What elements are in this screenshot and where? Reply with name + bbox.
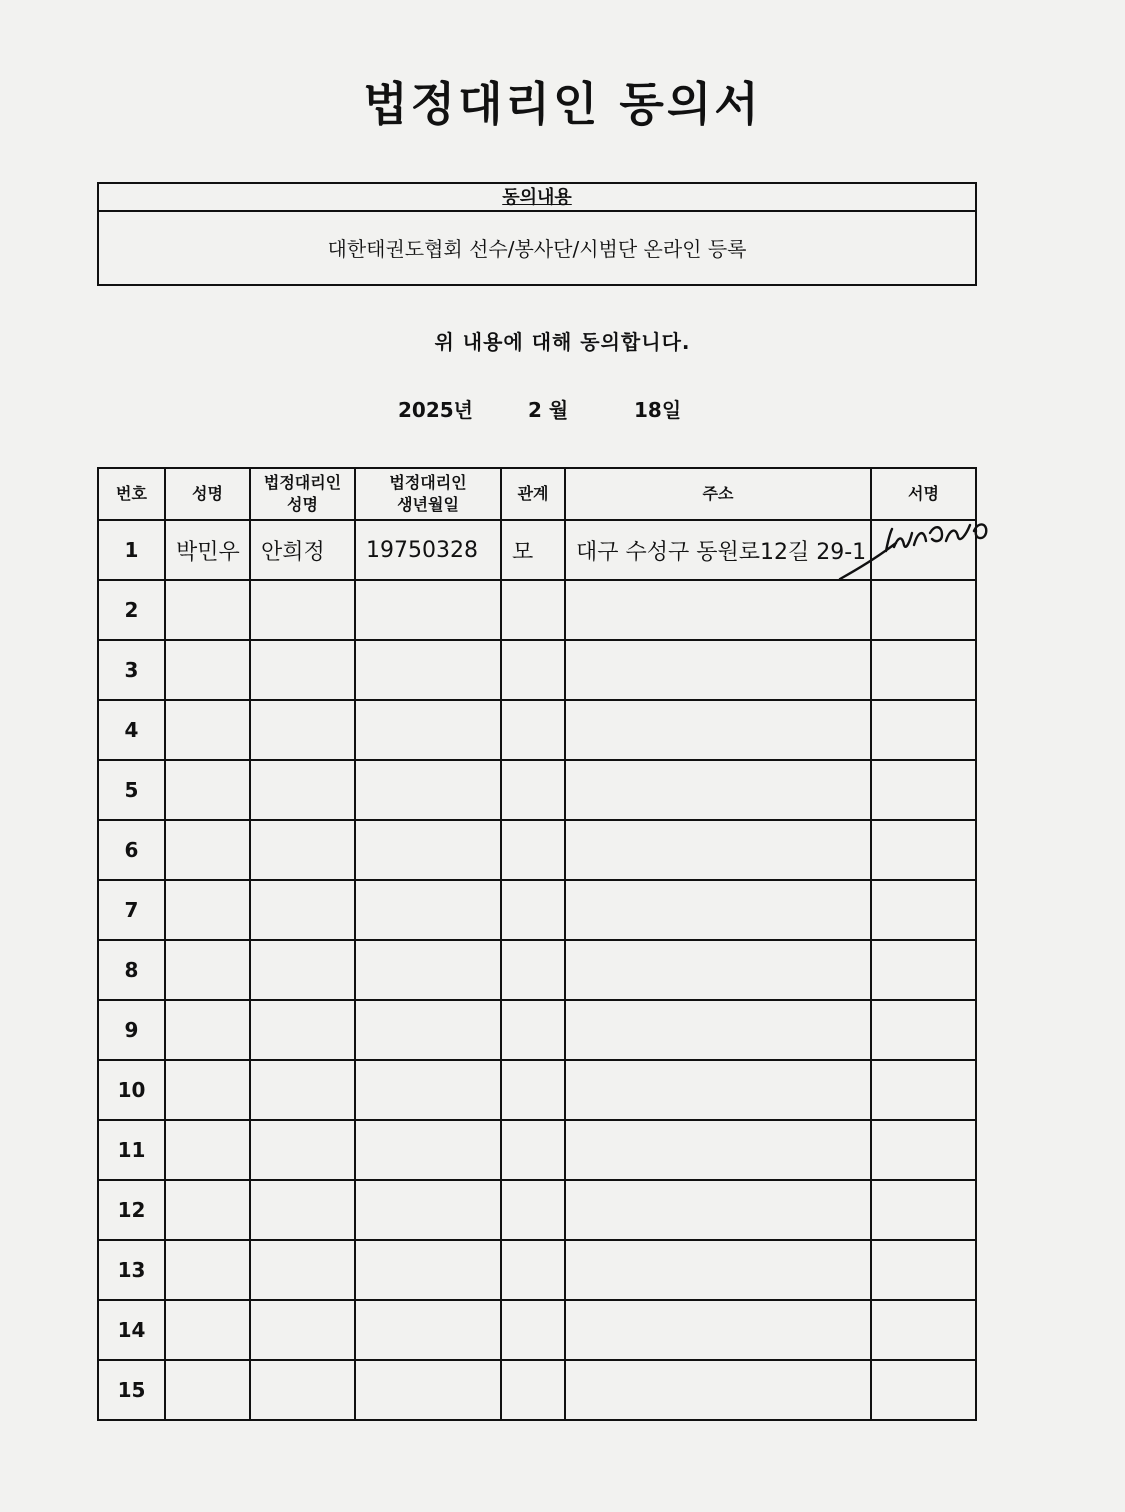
form-title: 법정대리인 동의서 xyxy=(363,77,762,131)
header-name: 성명 xyxy=(165,468,250,520)
relation xyxy=(501,1000,565,1060)
header-relation: 관계 xyxy=(501,468,565,520)
relation xyxy=(501,1360,565,1420)
address xyxy=(565,1000,871,1060)
guardian-name: 안희정 xyxy=(250,520,355,580)
address xyxy=(565,1060,871,1120)
table-row xyxy=(98,880,976,940)
relation xyxy=(501,940,565,1000)
guardian-birthdate xyxy=(355,1300,501,1360)
guardian-birthdate: 19750328 xyxy=(355,520,501,580)
guardian-birthdate xyxy=(355,700,501,760)
address xyxy=(565,820,871,880)
row-number: 12 xyxy=(98,1180,165,1240)
participant-name xyxy=(165,880,250,940)
row-number: 11 xyxy=(98,1120,165,1180)
table-row xyxy=(98,1360,976,1420)
guardian-name xyxy=(250,640,355,700)
signature-cell xyxy=(871,1360,976,1420)
participant-name xyxy=(165,1180,250,1240)
guardian-birthdate xyxy=(355,1120,501,1180)
relation xyxy=(501,880,565,940)
table-row xyxy=(98,700,976,760)
guardian-name xyxy=(250,940,355,1000)
row-number: 15 xyxy=(98,1360,165,1420)
address xyxy=(565,940,871,1000)
guardian-birthdate xyxy=(355,1360,501,1420)
guardian-birthdate xyxy=(355,1060,501,1120)
consent-header-label: 동의내용 xyxy=(502,187,572,208)
guardian-birthdate xyxy=(355,940,501,1000)
date-year: 2025년 xyxy=(398,398,473,422)
signature-cell xyxy=(871,760,976,820)
address: 대구 수성구 동원로12길 29-1 xyxy=(565,520,871,580)
address xyxy=(565,1300,871,1360)
participant-name xyxy=(165,1120,250,1180)
guardian-name xyxy=(250,580,355,640)
signature-cell xyxy=(871,820,976,880)
table-row xyxy=(98,1060,976,1120)
relation xyxy=(501,700,565,760)
participant-name xyxy=(165,820,250,880)
address xyxy=(565,880,871,940)
signature-cell xyxy=(871,1300,976,1360)
signature-cell xyxy=(871,1120,976,1180)
participant-name xyxy=(165,1000,250,1060)
signature-cell xyxy=(871,1060,976,1120)
address xyxy=(565,640,871,700)
guardian-name xyxy=(250,1300,355,1360)
date-month: 2 월 xyxy=(528,398,569,422)
relation xyxy=(501,1240,565,1300)
guardian-table xyxy=(97,467,977,1421)
header-guardian-birth: 법정대리인 생년월일 xyxy=(355,468,501,520)
table-row xyxy=(98,1000,976,1060)
signature-cell xyxy=(871,640,976,700)
table-row xyxy=(98,1120,976,1180)
table-row xyxy=(98,640,976,700)
signature-cell xyxy=(871,1180,976,1240)
relation xyxy=(501,1060,565,1120)
participant-name xyxy=(165,580,250,640)
guardian-name xyxy=(250,1060,355,1120)
signature-cell xyxy=(871,520,976,580)
relation xyxy=(501,1180,565,1240)
relation xyxy=(501,1300,565,1360)
guardian-name xyxy=(250,1180,355,1240)
relation: 모 xyxy=(501,520,565,580)
signature-cell xyxy=(871,580,976,640)
table-row xyxy=(98,1300,976,1360)
guardian-birthdate xyxy=(355,760,501,820)
row-number: 13 xyxy=(98,1240,165,1300)
signature-cell xyxy=(871,940,976,1000)
table-row xyxy=(98,820,976,880)
signature-cell xyxy=(871,1240,976,1300)
signature-cell xyxy=(871,1000,976,1060)
guardian-birthdate xyxy=(355,1240,501,1300)
handwritten-signature xyxy=(838,511,1003,581)
row-number: 9 xyxy=(98,1000,165,1060)
participant-name: 박민우 xyxy=(165,520,250,580)
participant-name xyxy=(165,1300,250,1360)
row-number: 2 xyxy=(98,580,165,640)
header-no: 번호 xyxy=(98,468,165,520)
guardian-name xyxy=(250,1360,355,1420)
guardian-name xyxy=(250,700,355,760)
address xyxy=(565,1180,871,1240)
participant-name xyxy=(165,700,250,760)
guardian-name xyxy=(250,820,355,880)
guardian-birthdate xyxy=(355,1000,501,1060)
address xyxy=(565,1360,871,1420)
header-guardian-name: 법정대리인 성명 xyxy=(250,468,355,520)
participant-name xyxy=(165,760,250,820)
participant-name xyxy=(165,1060,250,1120)
guardian-name xyxy=(250,1240,355,1300)
header-address: 주소 xyxy=(565,468,871,520)
guardian-name xyxy=(250,1120,355,1180)
relation xyxy=(501,820,565,880)
address xyxy=(565,1240,871,1300)
address xyxy=(565,580,871,640)
relation xyxy=(501,580,565,640)
guardian-name xyxy=(250,760,355,820)
table-row xyxy=(98,520,976,580)
guardian-birthdate xyxy=(355,820,501,880)
address xyxy=(565,700,871,760)
guardian-name xyxy=(250,1000,355,1060)
row-number: 14 xyxy=(98,1300,165,1360)
row-number: 6 xyxy=(98,820,165,880)
guardian-birthdate xyxy=(355,880,501,940)
table-row xyxy=(98,940,976,1000)
relation xyxy=(501,1120,565,1180)
participant-name xyxy=(165,1240,250,1300)
row-number: 1 xyxy=(98,520,165,580)
table-row xyxy=(98,760,976,820)
consent-body: 대한태권도협회 선수/봉사단/시범단 온라인 등록 xyxy=(327,237,747,261)
row-number: 5 xyxy=(98,760,165,820)
header-signature: 서명 xyxy=(871,468,976,520)
signature-cell xyxy=(871,880,976,940)
relation xyxy=(501,760,565,820)
table-row xyxy=(98,1180,976,1240)
agreement-statement: 위 내용에 대해 동의합니다. xyxy=(434,330,691,354)
participant-name xyxy=(165,640,250,700)
row-number: 3 xyxy=(98,640,165,700)
table-row xyxy=(98,580,976,640)
signature-cell xyxy=(871,700,976,760)
participant-name xyxy=(165,940,250,1000)
consent-content-box xyxy=(97,182,977,286)
row-number: 4 xyxy=(98,700,165,760)
guardian-birthdate xyxy=(355,580,501,640)
participant-name xyxy=(165,1360,250,1420)
row-number: 8 xyxy=(98,940,165,1000)
date-day: 18일 xyxy=(634,398,682,422)
consent-header xyxy=(99,184,975,212)
row-number: 10 xyxy=(98,1060,165,1120)
address xyxy=(565,1120,871,1180)
address xyxy=(565,760,871,820)
relation xyxy=(501,640,565,700)
guardian-birthdate xyxy=(355,1180,501,1240)
table-row xyxy=(98,1240,976,1300)
guardian-birthdate xyxy=(355,640,501,700)
row-number: 7 xyxy=(98,880,165,940)
guardian-name xyxy=(250,880,355,940)
